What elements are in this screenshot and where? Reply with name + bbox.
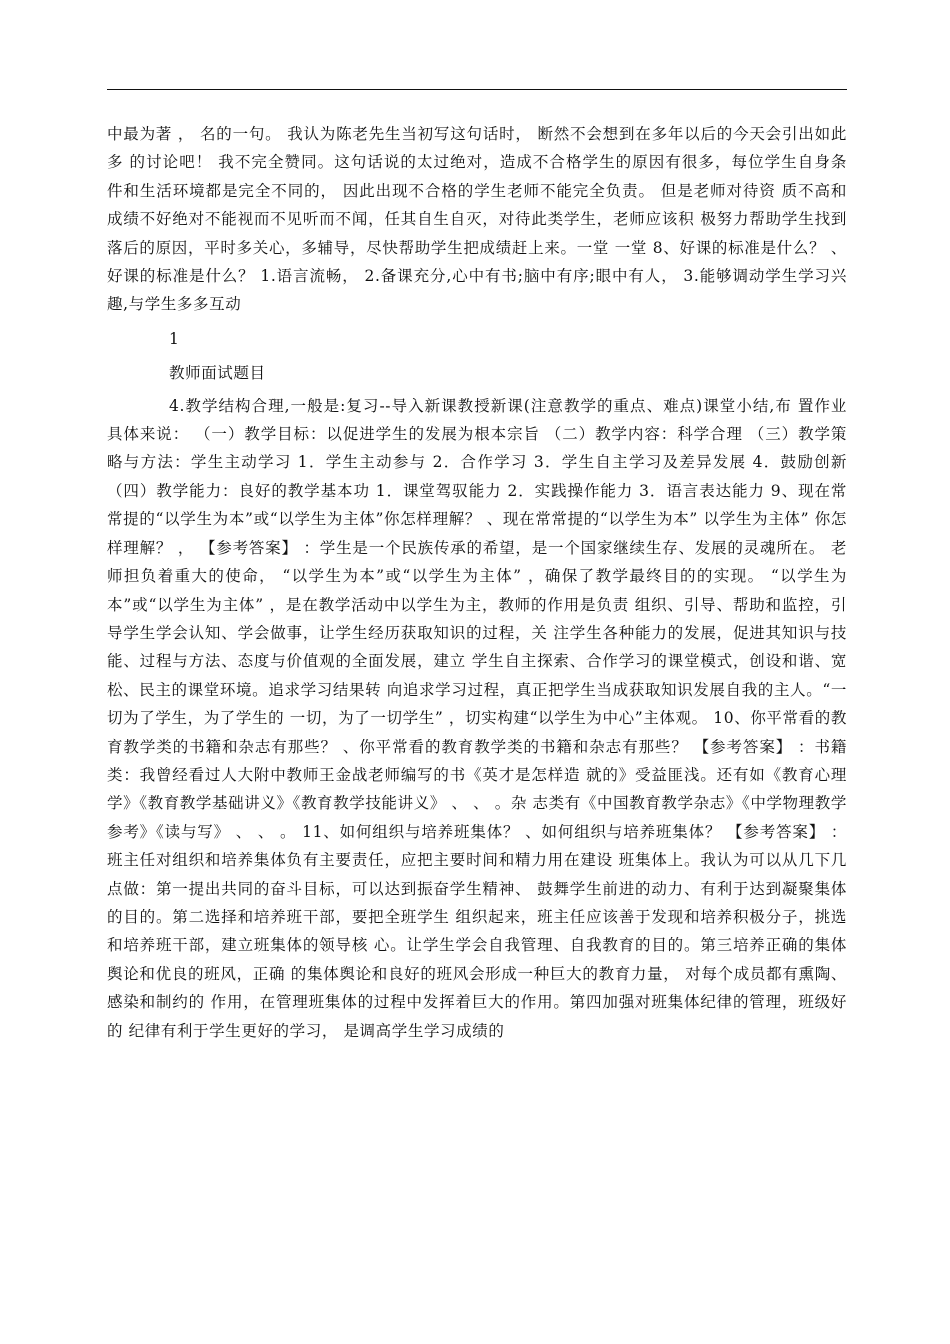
paragraph-1: 中最为著 ， 名的一句。 我认为陈老先生当初写这句话时， 断然不会想到在多年以后的今天会引出如此多 的讨论吧！ 我不完全赞同。这句话说的太过绝对，造成不合格学生的原因有很多，每位学生自身条 件和生活环境都是完全不同的， 因此出现不合格的学生老师不能完全负责。 但是老师对待资 质不高和成绩不好绝对不能视而不见听而不闻，任其自生自灭，对待此类学生，老师应该积 极努力帮助学生找到落后的原因，平时多关心，多辅导，尽快帮助学生把成绩赶上来。一堂 一堂 8、好课的标准是什么？ 、好课的标准是什么？ 1.语言流畅， 2.备课充分,心中有书;脑中有序;眼中有人， 3.能够调动学生学习兴趣,与学生多多互动 xyxy=(107,125,847,314)
page-number: 1 xyxy=(169,329,180,348)
header-rule xyxy=(107,89,847,90)
paragraph-2: 4.教学结构合理,一般是:复习--导入新课教授新课(注意教学的重点、难点)课堂小结,布 置作业 具体来说： （一）教学目标：以促进学生的发展为根本宗旨 （二）教学内容：科学合理 （三）教学策略与方法：学生主动学习 1．学生主动参与 2．合作学习 3．学生自主学习及差异发展 4．鼓励创新 （四）教学能力：良好的教学基本功 1．课堂驾驭能力 2．实践操作能力 3．语言表达能力 9、现在常常提的“以学生为本”或“以学生为主体”你怎样理解？ 、现在常常提的“以学生为本” 以学生为主体” 你怎样理解？ ， 【参考答案】 ：学生是一个民族传承的希望，是一个国家继续生存、发展的灵魂所在。 老师担负着重大的使命， “以学生为本”或“以学生为主体” ，确保了教学最终目的的实现。 “以学生为本”或“以学生为主体” ，是在教学活动中以学生为主，教师的作用是负责 组织、引导、帮助和监控，引导学生学会认知、学会做事，让学生经历获取知识的过程，关 注学生各种能力的发展，促进其知识与技能、过程与方法、态度与价值观的全面发展，建立 学生自主探索、合作学习的课堂模式，创设和谐、宽松、民主的课堂环境。追求学习结果转 向追求学习过程，真正把学生当成获取知识发展自我的主人。“一切为了学生，为了学生的 一切，为了一切学生” ，切实构建“以学生为中心”主体观。 10、你平常看的教育教学类的书籍和杂志有那些？ 、你平常看的教育教学类的书籍和杂志有那些？ 【参考答案】 ：书籍类：我曾经看过人大附中教师王金战老师编写的书《英才是怎样造 就的》受益匪浅。还有如《教育心理学》《教育教学基础讲义》《教育教学技能讲义》 、 、 。杂 志类有《中国教育教学杂志》《中学物理教学参考》《读与写》 、 、 。 11、如何组织与培养班集体？ 、如何组织与培养班集体？ 【参考答案】 ：班主任对组织和培养集体负有主要责任，应把主要时间和精力用在建设 班集体上。我认为可以从几下几点做：第一提出共同的奋斗目标，可以达到振奋学生精神、 鼓舞学生前进的动力、有利于达到凝聚集体的目的。第二选择和培养班干部，要把全班学生 组织起来，班主任应该善于发现和培养积极分子，挑选和培养班干部，建立班集体的领导核 心。让学生学会自我管理、自我教育的目的。第三培养正确的集体舆论和优良的班风，正确 的集体舆论和良好的班风会形成一种巨大的教育力量， 对每个成员都有熏陶、 感染和制约的 作用，在管理班集体的过程中发挥着巨大的作用。第四加强对班集体纪律的管理，班级好的 纪律有利于学生更好的学习， 是调高学生学习成绩的 xyxy=(107,396,847,1040)
running-title: 教师面试题目 xyxy=(169,364,266,383)
document-body xyxy=(107,120,847,1045)
